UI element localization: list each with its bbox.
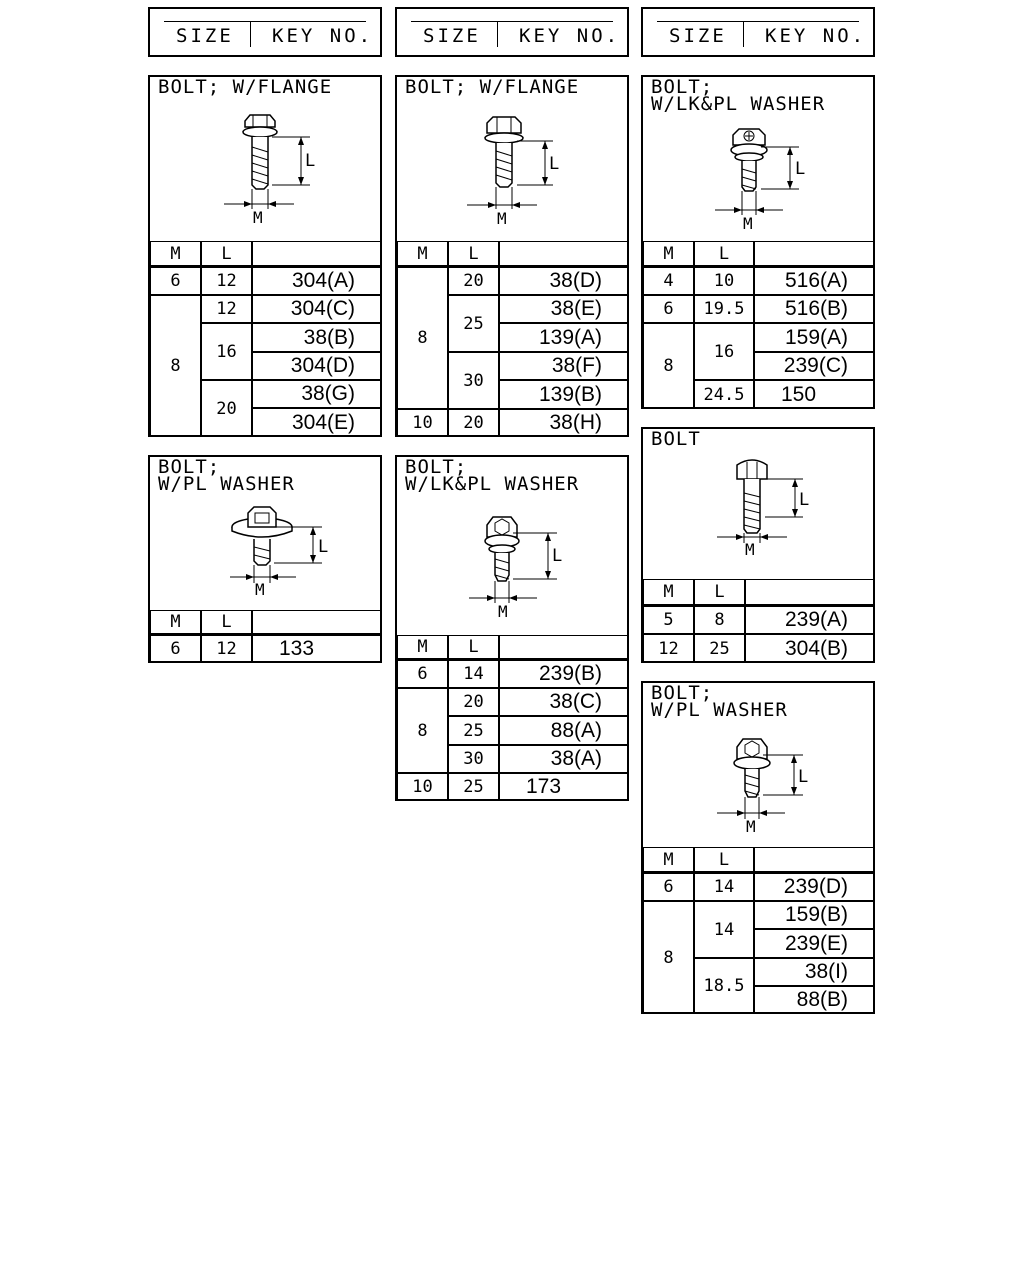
size-label: SIZE xyxy=(669,25,727,47)
panel-title: BOLT; W/PL WASHER xyxy=(158,456,295,495)
panel-title: BOLT xyxy=(651,428,701,450)
panel-title: BOLT; W/FLANGE xyxy=(405,76,580,98)
col-l-header: L xyxy=(201,241,252,266)
cell-l: 25 xyxy=(448,295,499,352)
key-no-label: KEY NO. xyxy=(272,25,374,47)
panel-bolt-lk-pl-washer-2 xyxy=(395,455,629,801)
cell-l: 18.5 xyxy=(694,958,754,1014)
col-l-header: L xyxy=(694,847,754,872)
cell-m: 10 xyxy=(397,773,448,801)
col-l-header: L xyxy=(448,635,499,659)
panel-bolt-pl-washer-2 xyxy=(641,681,875,1014)
col-l-header: L xyxy=(694,579,745,605)
col-m-header: M xyxy=(643,579,694,605)
cell-key-no: 239(B) xyxy=(499,660,629,688)
col-key-header xyxy=(745,579,875,605)
col-m-header: M xyxy=(397,241,448,266)
col-key-header xyxy=(499,241,629,266)
col-key-header xyxy=(252,241,382,266)
cell-l: 14 xyxy=(694,873,754,901)
cell-l: 14 xyxy=(694,901,754,958)
cell-key-no: 38(G) xyxy=(252,380,382,408)
cell-l: 25 xyxy=(448,716,499,745)
col-key-header xyxy=(754,847,875,872)
cell-key-no: 88(A) xyxy=(499,716,629,745)
dim-l-label: L xyxy=(552,546,563,566)
cell-l: 16 xyxy=(201,323,252,380)
cell-l: 30 xyxy=(448,352,499,409)
cell-key-no: 38(C) xyxy=(499,688,629,716)
cell-l: 16 xyxy=(694,323,754,380)
cell-key-no: 304(D) xyxy=(252,352,382,380)
cell-m: 6 xyxy=(150,267,201,295)
cell-key-no: 159(A) xyxy=(754,323,875,352)
col-l-header: L xyxy=(694,241,754,266)
cell-m: 10 xyxy=(397,409,448,437)
cell-l: 19.5 xyxy=(694,295,754,323)
cell-m: 8 xyxy=(643,901,694,1014)
col-key-header xyxy=(499,635,629,659)
cell-l: 8 xyxy=(694,606,745,634)
dim-l-label: L xyxy=(799,490,810,510)
cell-key-no: 239(C) xyxy=(754,352,875,380)
cell-key-no: 38(A) xyxy=(499,745,629,773)
cell-key-no: 159(B) xyxy=(754,901,875,929)
cell-key-no: 38(I) xyxy=(754,958,875,986)
dim-m-label: M xyxy=(497,209,507,228)
dim-l-label: L xyxy=(305,151,316,171)
cell-m: 8 xyxy=(397,688,448,773)
cell-key-no: 139(B) xyxy=(499,380,629,409)
dim-m-label: M xyxy=(255,580,265,599)
cell-key-no: 38(H) xyxy=(499,409,629,437)
col-m-header: M xyxy=(150,610,201,634)
cell-key-no: 88(B) xyxy=(754,986,875,1014)
cell-key-no: 38(E) xyxy=(499,295,629,323)
panel-bolt-pl-washer-1 xyxy=(148,455,382,663)
panel-title: BOLT; W/PL WASHER xyxy=(651,682,788,721)
cell-l: 20 xyxy=(201,380,252,437)
panel-bolt-flange-2 xyxy=(395,75,629,437)
cell-l: 25 xyxy=(694,634,745,663)
col-l-header: L xyxy=(201,610,252,634)
cell-key-no: 304(B) xyxy=(745,634,875,663)
pl-washer-bolt-illustration xyxy=(150,457,380,607)
cell-l: 20 xyxy=(448,688,499,716)
cell-m: 12 xyxy=(643,634,694,663)
panel-title: BOLT; W/LK&PL WASHER xyxy=(651,76,826,115)
col-m-header: M xyxy=(397,635,448,659)
panel-bolt xyxy=(641,427,875,663)
cell-m: 8 xyxy=(643,323,694,409)
cell-key-no: 38(B) xyxy=(252,323,382,352)
dim-m-label: M xyxy=(743,214,753,233)
col-key-header xyxy=(754,241,875,266)
cell-l: 25 xyxy=(448,773,499,801)
flange-bolt-illustration xyxy=(397,77,627,237)
flange-bolt-illustration xyxy=(150,77,380,237)
cell-key-no: 304(C) xyxy=(252,295,382,323)
cell-l: 12 xyxy=(201,267,252,295)
cell-l: 10 xyxy=(694,267,754,295)
cell-key-no: 516(A) xyxy=(754,267,875,295)
dim-m-label: M xyxy=(746,817,756,836)
dim-l-label: L xyxy=(798,767,809,787)
cell-key-no: 239(E) xyxy=(754,929,875,958)
cell-m: 8 xyxy=(397,267,448,409)
cell-m: 5 xyxy=(643,606,694,634)
dim-l-label: L xyxy=(318,537,329,557)
key-no-label: KEY NO. xyxy=(765,25,867,47)
lk-pl-washer-bolt-illustration xyxy=(643,77,873,237)
cell-l: 12 xyxy=(201,295,252,323)
cell-l: 20 xyxy=(448,409,499,437)
panel-title: BOLT; W/LK&PL WASHER xyxy=(405,456,580,495)
dim-l-label: L xyxy=(795,159,806,179)
dim-m-label: M xyxy=(498,602,508,621)
cell-key-no: 133 xyxy=(252,635,382,663)
cell-m: 6 xyxy=(643,295,694,323)
col-m-header: M xyxy=(643,241,694,266)
cell-key-no: 304(E) xyxy=(252,408,382,437)
cell-key-no: 38(F) xyxy=(499,352,629,380)
col-l-header: L xyxy=(448,241,499,266)
cell-m: 6 xyxy=(150,635,201,663)
key-no-label: KEY NO. xyxy=(519,25,621,47)
size-label: SIZE xyxy=(176,25,234,47)
panel-bolt-lk-pl-washer-1 xyxy=(641,75,875,409)
cell-m: 6 xyxy=(397,660,448,688)
size-key-header-3 xyxy=(641,7,875,57)
size-label: SIZE xyxy=(423,25,481,47)
cell-key-no: 150 xyxy=(754,380,875,409)
col-m-header: M xyxy=(150,241,201,266)
hex-bolt-illustration xyxy=(643,429,873,579)
cell-m: 4 xyxy=(643,267,694,295)
dim-l-label: L xyxy=(549,154,560,174)
cell-l: 30 xyxy=(448,745,499,773)
cell-m: 6 xyxy=(643,873,694,901)
lk-pl-washer-bolt-illustration xyxy=(397,457,627,632)
cell-l: 20 xyxy=(448,267,499,295)
cell-key-no: 173 xyxy=(499,773,629,801)
dim-m-label: M xyxy=(745,540,755,559)
cell-key-no: 239(A) xyxy=(745,606,875,634)
cell-m: 8 xyxy=(150,295,201,437)
cell-key-no: 239(D) xyxy=(754,873,875,901)
cell-key-no: 139(A) xyxy=(499,323,629,352)
panel-bolt-flange-1 xyxy=(148,75,382,437)
cell-key-no: 516(B) xyxy=(754,295,875,323)
pl-washer-bolt-illustration xyxy=(643,683,873,848)
cell-l: 12 xyxy=(201,635,252,663)
cell-key-no: 304(A) xyxy=(252,267,382,295)
size-key-header-2 xyxy=(395,7,629,57)
dim-m-label: M xyxy=(253,208,263,227)
panel-title: BOLT; W/FLANGE xyxy=(158,76,333,98)
cell-l: 24.5 xyxy=(694,380,754,409)
col-m-header: M xyxy=(643,847,694,872)
col-key-header xyxy=(252,610,382,634)
cell-l: 14 xyxy=(448,660,499,688)
size-key-header-1 xyxy=(148,7,382,57)
cell-key-no: 38(D) xyxy=(499,267,629,295)
